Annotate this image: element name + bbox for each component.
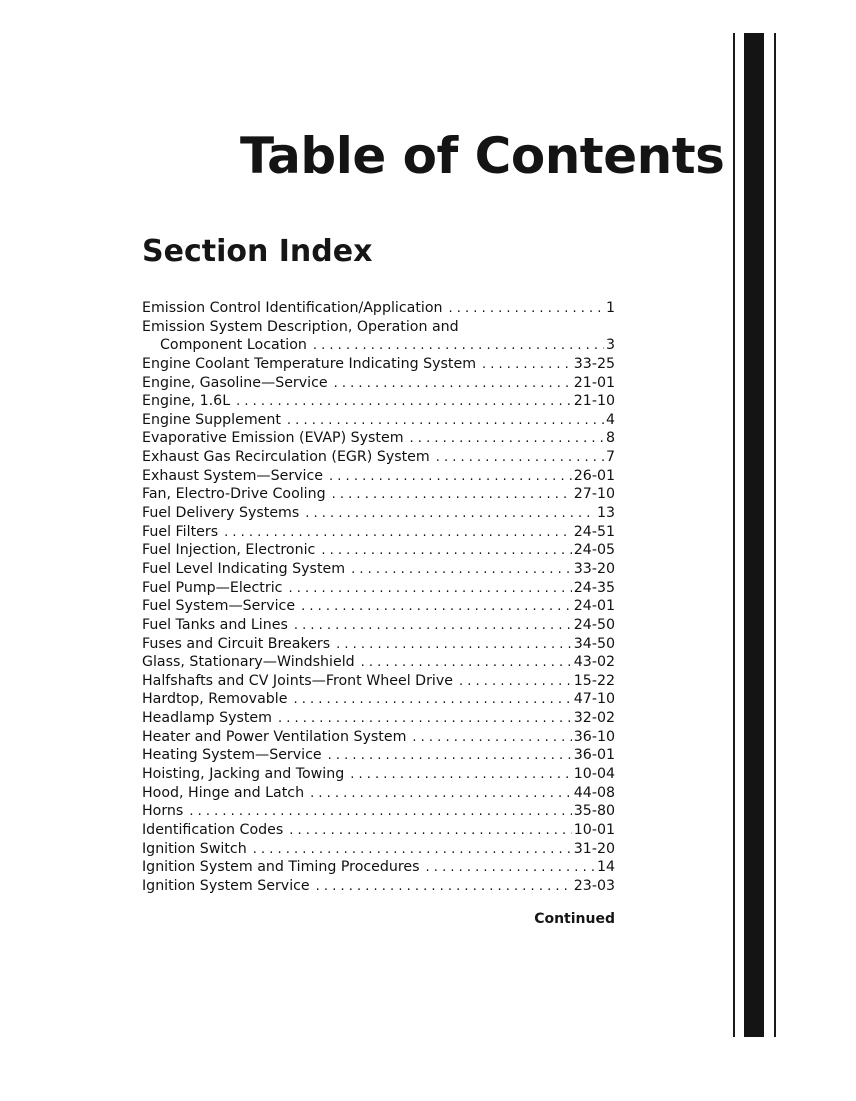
toc-entry-page: 13 — [596, 505, 615, 522]
toc-dot-leader — [410, 430, 604, 448]
toc-dot-leader — [328, 747, 572, 765]
continued-label: Continued — [534, 911, 615, 927]
toc-entry — [142, 858, 615, 877]
toc-dot-leader — [426, 859, 595, 877]
toc-entry — [142, 541, 615, 560]
edge-tab-thick-bar — [744, 33, 764, 1037]
toc-entry-page: 15-22 — [573, 672, 615, 689]
toc-dot-leader — [189, 803, 571, 821]
toc-entry — [142, 392, 615, 411]
toc-entry — [142, 765, 615, 784]
toc-entry — [142, 485, 615, 504]
toc-entry-label: Fuel Pump—Electric — [142, 579, 283, 596]
toc-entry — [142, 821, 615, 840]
toc-entry — [142, 411, 615, 430]
toc-entry — [142, 336, 615, 355]
toc-entry — [142, 523, 615, 542]
toc-entry-label: Fuel System—Service — [142, 598, 296, 615]
toc-entry-page: 35-80 — [573, 803, 615, 820]
toc-entry-label: Component Location — [160, 337, 307, 354]
toc-entry-page: 26-01 — [573, 467, 615, 484]
edge-tab-thin-right-bar — [774, 33, 776, 1037]
toc-entry — [142, 709, 615, 728]
toc-entry-label: Evaporative Emission (EVAP) System — [142, 430, 404, 447]
toc-entry — [142, 448, 615, 467]
toc-dot-leader — [310, 785, 572, 803]
toc-entry-label: Fuel Tanks and Lines — [142, 616, 288, 633]
section-title: Section Index — [142, 234, 373, 269]
toc-entry-page: 7 — [605, 449, 615, 466]
toc-entry — [142, 429, 615, 448]
toc-dot-leader — [305, 505, 595, 523]
toc-entry-page: 34-50 — [573, 635, 615, 652]
toc-entry-page: 31-20 — [573, 840, 615, 857]
toc-entry-label: Hood, Hinge and Latch — [142, 784, 305, 801]
toc-dot-leader — [313, 337, 604, 355]
toc-entry-label: Exhaust System—Service — [142, 467, 324, 484]
toc-dot-leader — [294, 617, 572, 635]
toc-dot-leader — [236, 393, 572, 411]
toc-dot-leader — [350, 766, 572, 784]
toc-dot-leader — [278, 710, 572, 728]
toc-entry-label: Engine, Gasoline—Service — [142, 374, 328, 391]
toc-dot-leader — [336, 636, 572, 654]
toc-entry-page: 8 — [605, 430, 615, 447]
toc-entry-label: Glass, Stationary—Windshield — [142, 654, 355, 671]
toc-entry-page: 33-25 — [573, 355, 615, 372]
toc-dot-leader — [329, 468, 572, 486]
toc-entry-page: 27-10 — [573, 486, 615, 503]
toc-entry — [142, 877, 615, 896]
toc-entry — [142, 318, 615, 337]
toc-entry-page: 36-10 — [573, 728, 615, 745]
toc-dot-leader — [334, 375, 572, 393]
toc-entry-label: Ignition Switch — [142, 840, 247, 857]
toc-dot-leader — [316, 878, 572, 896]
page-title: Table of Contents — [240, 127, 725, 185]
toc-entry-page: 24-51 — [573, 523, 615, 540]
toc-dot-leader — [287, 412, 604, 430]
toc-entry — [142, 635, 615, 654]
toc-entry-label: Identification Codes — [142, 821, 284, 838]
toc-dot-leader — [253, 841, 572, 859]
toc-entry — [142, 653, 615, 672]
toc-entry-label: Fuel Injection, Electronic — [142, 542, 316, 559]
toc-entry — [142, 746, 615, 765]
toc-entry-label: Exhaust Gas Recirculation (EGR) System — [142, 449, 430, 466]
toc-entry-page: 24-05 — [573, 542, 615, 559]
toc-dot-leader — [449, 300, 604, 318]
toc-entry — [142, 616, 615, 635]
toc-dot-leader — [293, 691, 571, 709]
toc-entry-page: 10-04 — [573, 766, 615, 783]
toc-entry-label: Fuel Level Indicating System — [142, 560, 346, 577]
toc-entry-page: 24-50 — [573, 616, 615, 633]
toc-entry — [142, 374, 615, 393]
toc-list — [142, 299, 615, 896]
toc-entry-page: 10-01 — [573, 821, 615, 838]
toc-entry-page: 1 — [605, 300, 615, 316]
toc-dot-leader — [289, 822, 572, 840]
toc-entry-page: 36-01 — [573, 747, 615, 764]
toc-entry-label: Heater and Power Ventilation System — [142, 728, 407, 745]
toc-dot-leader — [361, 654, 572, 672]
toc-entry-page: 33-20 — [573, 560, 615, 577]
toc-dot-leader — [412, 729, 571, 747]
toc-entry-label: Fuel Delivery Systems — [142, 505, 300, 522]
toc-dot-leader — [301, 598, 572, 616]
toc-entry-page: 32-02 — [573, 710, 615, 727]
toc-dot-leader — [288, 580, 571, 598]
toc-entry-page: 24-35 — [573, 579, 615, 596]
toc-entry-label: Engine, 1.6L — [142, 393, 231, 410]
toc-entry — [142, 597, 615, 616]
toc-dot-leader — [436, 449, 604, 467]
toc-entry-label: Horns — [142, 803, 184, 820]
toc-entry — [142, 579, 615, 598]
toc-entry — [142, 802, 615, 821]
toc-entry-page: 24-01 — [573, 598, 615, 615]
edge-tab-thin-left-bar — [733, 33, 735, 1037]
toc-entry-page: 43-02 — [573, 654, 615, 671]
toc-entry-label: Halfshafts and CV Joints—Front Wheel Drive — [142, 672, 453, 689]
toc-entry-label: Emission System Description, Operation and — [142, 318, 459, 335]
toc-entry-page: 21-01 — [573, 374, 615, 391]
toc-entry-page: 47-10 — [573, 691, 615, 708]
toc-entry — [142, 467, 615, 486]
toc-entry-label: Heating System—Service — [142, 747, 322, 764]
toc-entry-label: Engine Supplement — [142, 411, 281, 428]
toc-entry-page: 4 — [605, 411, 615, 428]
toc-entry — [142, 299, 615, 318]
toc-dot-leader — [482, 356, 572, 374]
toc-dot-leader — [332, 486, 572, 504]
toc-entry — [142, 784, 615, 803]
toc-entry-page: 21-10 — [573, 393, 615, 410]
toc-dot-leader — [459, 673, 572, 691]
toc-entry-label: Engine Coolant Temperature Indicating System — [142, 355, 477, 372]
toc-entry-page: 14 — [596, 859, 615, 876]
toc-entry — [142, 728, 615, 747]
toc-entry-label: Fuel Filters — [142, 523, 219, 540]
toc-dot-leader — [224, 524, 572, 542]
toc-entry-page: 3 — [605, 337, 615, 354]
toc-entry-label: Ignition System Service — [142, 877, 310, 894]
toc-entry-label: Hardtop, Removable — [142, 691, 288, 708]
toc-entry-label: Hoisting, Jacking and Towing — [142, 766, 345, 783]
toc-entry — [142, 355, 615, 374]
toc-entry-label: Ignition System and Timing Procedures — [142, 859, 420, 876]
toc-entry-label: Emission Control Identification/Application — [142, 300, 443, 316]
toc-entry-label: Headlamp System — [142, 710, 272, 727]
toc-dot-leader — [351, 561, 572, 579]
toc-entry-label: Fuses and Circuit Breakers — [142, 635, 331, 652]
toc-entry — [142, 672, 615, 691]
toc-entry-label: Fan, Electro-Drive Cooling — [142, 486, 326, 503]
toc-entry — [142, 690, 615, 709]
toc-entry — [142, 840, 615, 859]
toc-entry — [142, 504, 615, 523]
toc-entry — [142, 560, 615, 579]
toc-dot-leader — [321, 542, 571, 560]
toc-entry-page: 23-03 — [573, 877, 615, 894]
toc-entry-page: 44-08 — [573, 784, 615, 801]
